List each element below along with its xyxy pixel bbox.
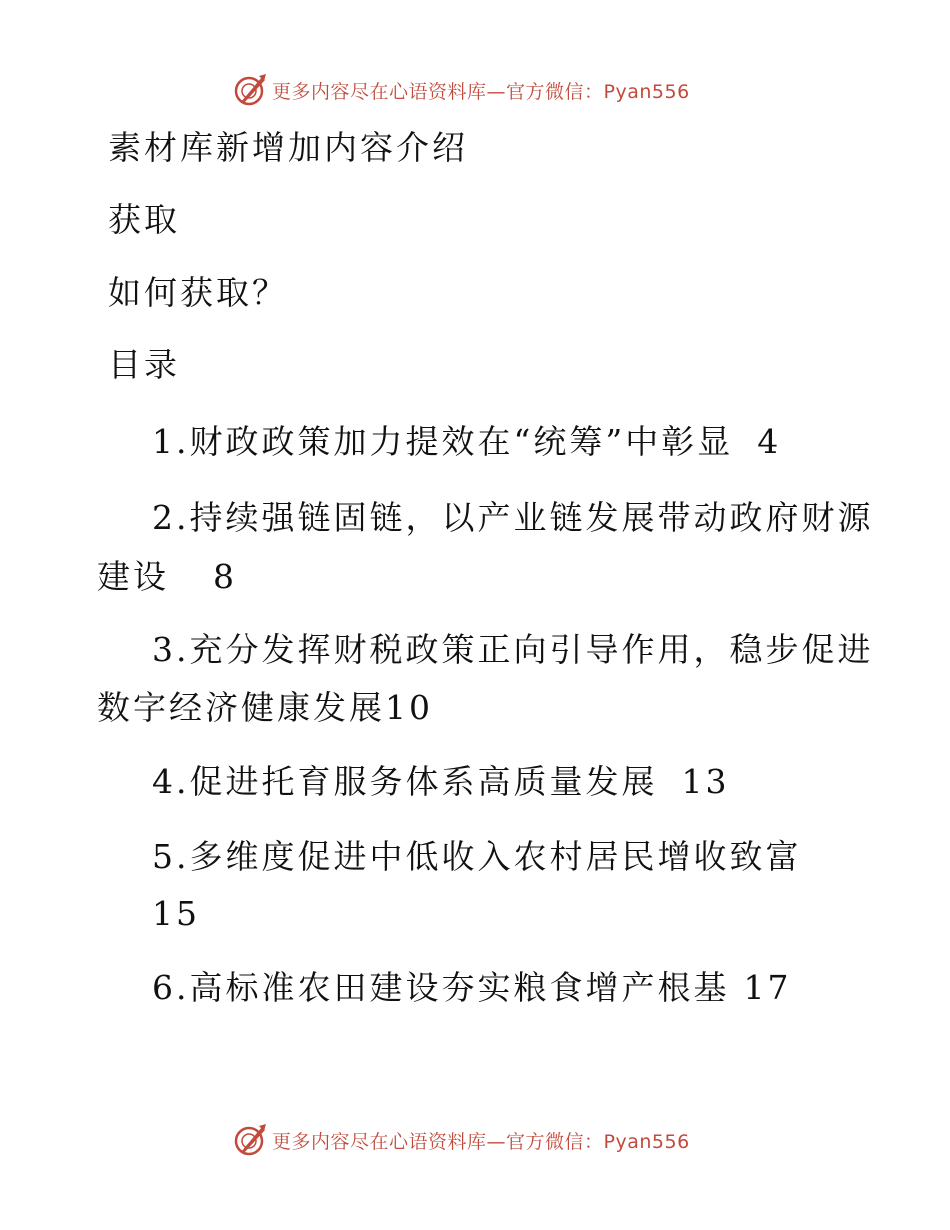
- toc-item-title: 4.促进托育服务体系高质量发展: [152, 762, 658, 801]
- toc-item-5[interactable]: [152, 837, 802, 877]
- heading-intro: 素材库新增加内容介绍: [108, 128, 468, 167]
- toc-item-title: 6.高标准农田建设夯实粮食增产根基: [152, 968, 730, 1007]
- toc-item-page: 8: [213, 557, 237, 596]
- toc-item-page: 4: [757, 422, 782, 461]
- toc-item-3-continued[interactable]: [97, 688, 433, 728]
- toc-item-page: 10: [385, 688, 433, 727]
- toc-item-4[interactable]: [152, 762, 730, 802]
- toc-item-page: 13: [681, 762, 730, 801]
- toc-item-3[interactable]: [152, 630, 874, 670]
- toc-item-page: 15: [152, 894, 200, 933]
- toc-item-page: 17: [743, 968, 792, 1007]
- toc-item-title: 2.持续强链固链，以产业链发展带动政府财源: [152, 498, 874, 537]
- heading-toc: 目录: [108, 345, 180, 384]
- watermark-text: 更多内容尽在心语资料库—官方微信：Pyan556: [272, 1130, 690, 1153]
- watermark-footer: [232, 1120, 690, 1160]
- toc-item-6[interactable]: [152, 968, 792, 1008]
- toc-item-1[interactable]: [152, 422, 781, 462]
- toc-item-title-continued: 建设: [97, 557, 169, 596]
- toc-item-5-page-line[interactable]: [152, 894, 200, 934]
- toc-item-title-continued: 数字经济健康发展: [97, 688, 385, 727]
- watermark-text: 更多内容尽在心语资料库—官方微信：Pyan556: [272, 80, 690, 103]
- watermark-header: [232, 70, 690, 110]
- pen-seal-logo-icon: [232, 1122, 268, 1158]
- toc-item-title: 3.充分发挥财税政策正向引导作用，稳步促进: [152, 630, 874, 669]
- toc-item-title: 1.财政政策加力提效在“统筹”中彰显: [152, 422, 734, 461]
- toc-item-title: 5.多维度促进中低收入农村居民增收致富: [152, 837, 802, 876]
- heading-get: 获取: [108, 200, 180, 239]
- heading-how-to-get: 如何获取？: [108, 273, 288, 312]
- toc-item-2-continued[interactable]: [97, 557, 237, 597]
- pen-seal-logo-icon: [232, 72, 268, 108]
- toc-item-2[interactable]: [152, 498, 874, 538]
